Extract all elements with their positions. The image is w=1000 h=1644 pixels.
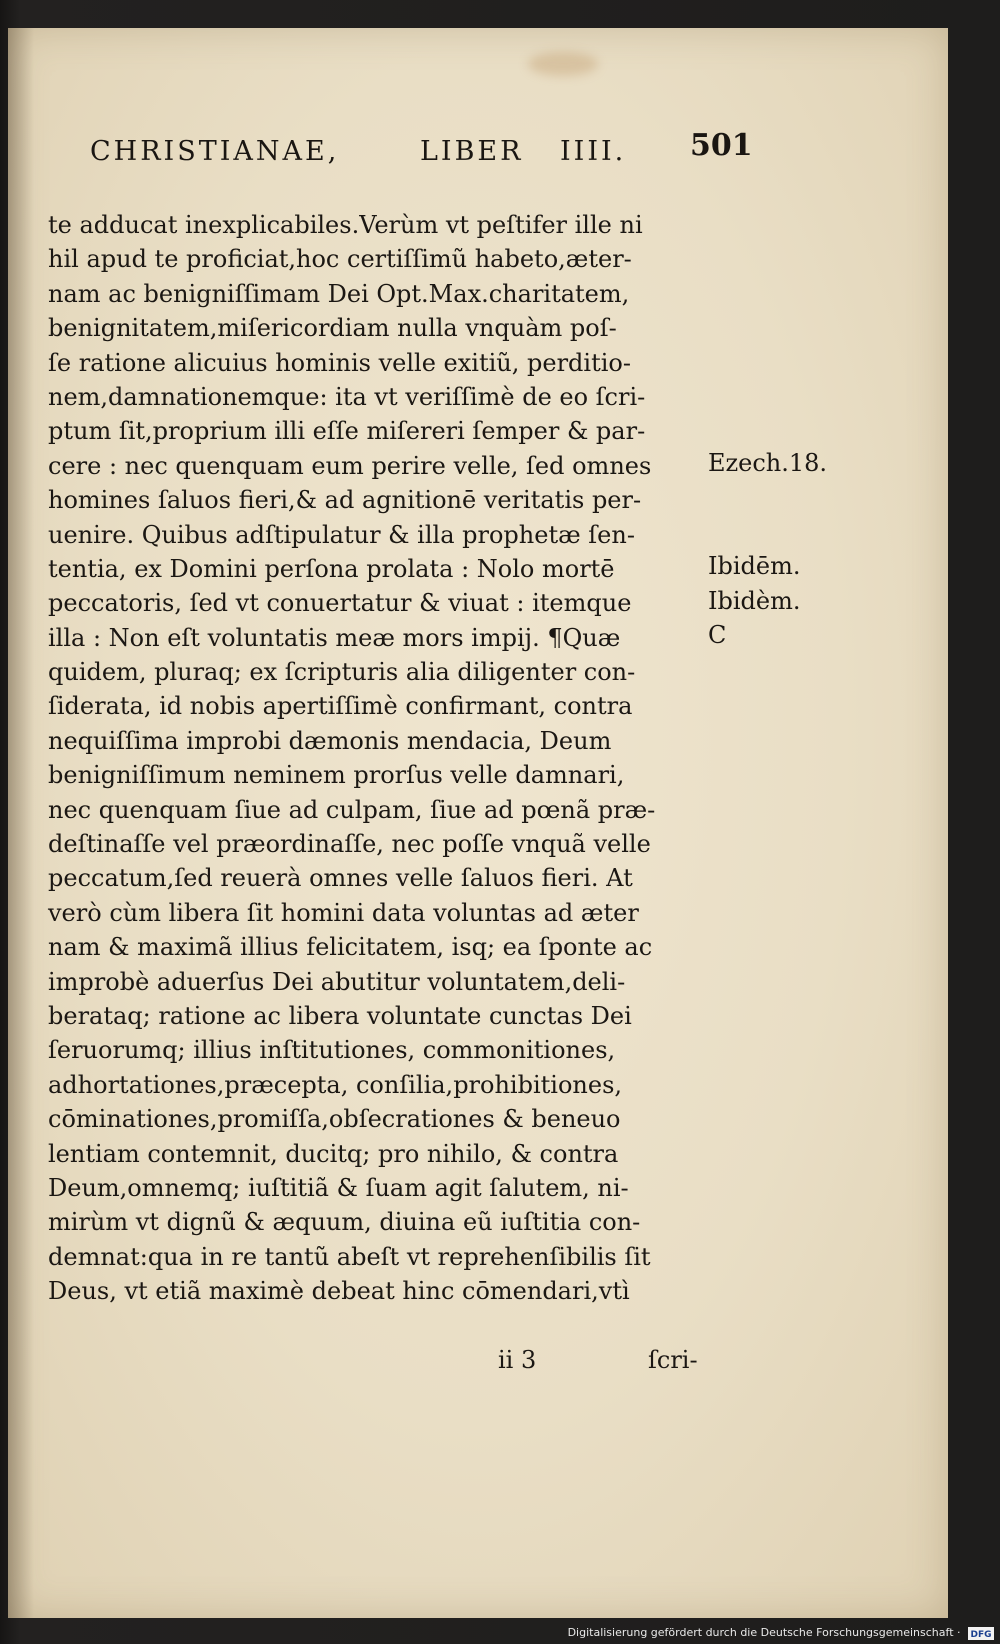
text-line: ſeruorumq; illius inſtitutiones, commonitiones, — [48, 1036, 616, 1065]
text-line: nam ac benigniſſimam Dei Opt.Max.charitatem, — [48, 279, 630, 308]
text-line: nam & maximã illius felicitatem, isq; ea ſponte ac — [48, 933, 653, 962]
margin-note: Ezech.18. — [708, 449, 828, 477]
digitization-credit-text: Digitalisierung gefördert durch die Deutsche Forschungsgemeinschaft · — [567, 1626, 961, 1639]
catchword: ſcri- — [648, 1346, 698, 1374]
text-line: nequiſſima improbi dæmonis mendacia, Deum — [48, 726, 612, 755]
running-head-book-number: IIII. — [560, 136, 627, 167]
book-page — [8, 28, 948, 1618]
dfg-logo-text: DFG — [970, 1629, 992, 1640]
text-line: illa : Non eſt voluntatis meæ mors impij. ¶Quæ — [48, 623, 621, 652]
text-line: cere : nec quenquam eum perire velle, ſed omnes — [48, 451, 652, 480]
running-head — [90, 128, 770, 174]
text-line: ſe ratione alicuius hominis velle exitiũ, perditio- — [48, 348, 631, 377]
main-text-block — [48, 208, 728, 1309]
digitization-credit — [568, 1624, 994, 1642]
folio-number: 501 — [690, 128, 753, 163]
text-line: te adducat inexplicabiles.Verùm vt peſtifer ille ni — [48, 211, 643, 239]
text-line: verò cùm libera ſit homini data voluntas ad æter — [48, 898, 639, 927]
dfg-logo-icon — [968, 1627, 994, 1640]
margin-note: Ibidèm. — [708, 586, 801, 615]
text-line: peccatoris, ſed vt conuertatur & viuat : itemque — [48, 589, 632, 618]
signature-mark: ii 3 — [498, 1346, 537, 1374]
margin-note: C — [708, 621, 727, 649]
paper-stain — [528, 52, 598, 76]
text-line: deſtinaſſe vel præordinaſſe, nec poſſe vnquã velle — [48, 830, 651, 859]
text-line: ptum ſit,proprium illi eſſe miſereri ſemper & par- — [48, 417, 646, 446]
text-line: cōminationes,promiſſa,obſecrationes & beneuo — [48, 1105, 621, 1134]
gutter-shadow — [8, 28, 34, 1618]
text-line: nem,damnationemque: ita vt veriſſimè de eo ſcri- — [48, 382, 646, 411]
text-line: adhortationes,præcepta, conſilia,prohibitiones, — [48, 1070, 623, 1099]
text-line: benigniſſimum neminem prorſus velle damnari, — [48, 761, 625, 790]
text-line: lentiam contemnit, ducitq; pro nihilo, & contra — [48, 1139, 619, 1168]
text-line: peccatum,ſed reuerà omnes velle ſaluos fieri. At — [48, 864, 633, 893]
text-line: hil apud te proficiat,hoc certiſſimũ habeto,æter- — [48, 245, 632, 274]
text-line: benignitatem,miſericordiam nulla vnquàm poſ- — [48, 314, 617, 343]
running-head-title: CHRISTIANAE, — [90, 136, 340, 167]
text-line: tentia, ex Domini perſona prolata : Nolo mortē — [48, 554, 615, 583]
text-line: ſiderata, id nobis apertiſſimè confirmant, contra — [48, 692, 633, 721]
text-line: improbè aduerſus Dei abutitur voluntatem,deli- — [48, 967, 626, 996]
running-head-liber: LIBER — [420, 136, 524, 167]
text-line: Deus, vt etiã maximè debeat hinc cōmendari,vtì — [48, 1277, 630, 1306]
text-line: demnat:qua in re tantũ abeſt vt reprehenſibilis ſit — [48, 1242, 651, 1271]
text-line: mirùm vt dignũ & æquum, diuina eũ iuſtitia con- — [48, 1208, 641, 1237]
text-line: homines ſaluos fieri,& ad agnitionē veritatis per- — [48, 486, 642, 515]
text-line: quidem, pluraq; ex ſcripturis alia diligenter con- — [48, 658, 636, 687]
margin-note: Ibidēm. — [708, 552, 801, 581]
text-line: berataq; ratione ac libera voluntate cunctas Dei — [48, 1001, 632, 1030]
text-line: uenire. Quibus adſtipulatur & illa prophetæ ſen- — [48, 520, 635, 549]
text-line: Deum,omnemq; iuſtitiã & ſuam agit ſalutem, ni- — [48, 1173, 629, 1202]
text-line: nec quenquam ſiue ad culpam, ſiue ad pœnã præ- — [48, 795, 656, 824]
